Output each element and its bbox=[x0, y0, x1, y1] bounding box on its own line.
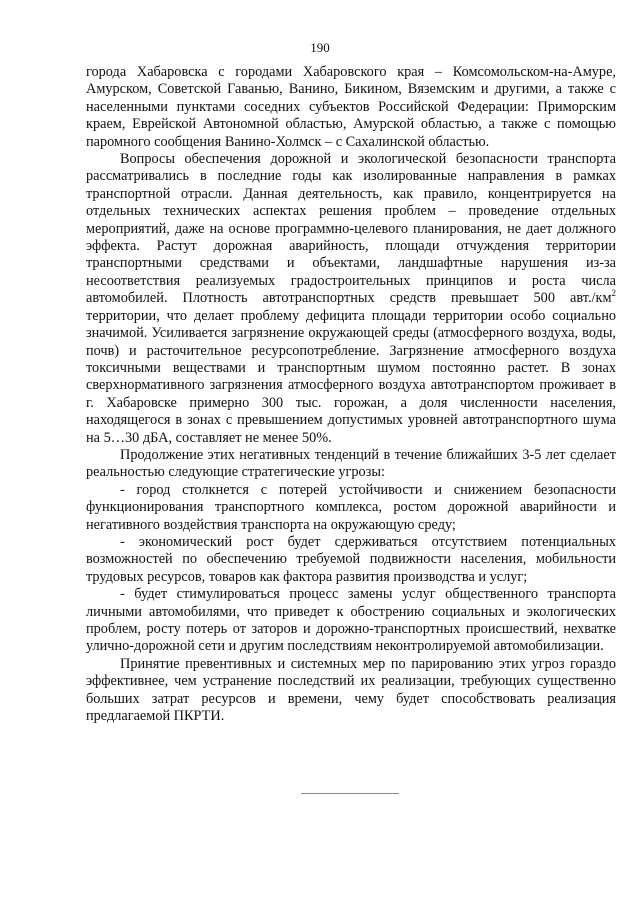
paragraph-conclusion: Принятие превентивных и системных мер по парированию этих угроз гораздо эффективнее, чем устранение последствий их реализации, требующих существенно больших затрат ресурсов и времени, чему будет способствовать реализация предлагаемой ПКРТИ. bbox=[86, 655, 616, 725]
paragraph-safety-issues-text-b: территории, что делает проблему дефицита площади территории особо социально значимой. Усиливается загрязнение окружающей среды (атмосферного воздуха, воды, почв) и расточительное ресурсопотребление. Загрязнение атмосферного воздуха токсичными веществами и транспортным шумом постоянно растет. В зонах сверхнормативного загрязнения атмосферного воздуха автотранспортом проживает в г. Хабаровске примерно 300 тыс. горожан, а доля численности населения, находящегося в зонах с превышением допустимых уровней автотранспортного шума на 5…30 дБА, составляет не менее 50%. bbox=[86, 307, 616, 446]
paragraph-safety-issues bbox=[86, 151, 616, 447]
list-item-threat-3: - будет стимулироваться процесс замены услуг общественного транспорта личными автомобилями, что приведет к обострению социальных и экологических проблем, росту потерь от заторов и дорожно-транспортных происшествий, нехватке улично-дорожной сети и другим последствиям неконтролируемой автомобилизации. bbox=[86, 586, 616, 655]
list-item-threat-2: - экономический рост будет сдерживаться отсутствием потенциальных возможностей по обеспечению требуемой подвижности населения, мобильности трудовых ресурсов, товаров как фактора развития производства и услуг; bbox=[86, 533, 616, 585]
superscript-squared: 2 bbox=[611, 288, 616, 299]
paragraph-safety-issues-text-a: Вопросы обеспечения дорожной и экологической безопасности транспорта рассматривались в последние годы как изолированные направления в рамках транспортной отрасли. Данная деятельность, как правило, концентрируется на отдельных технических аспектах решения проблем – проведение отдельных мероприятий, даже на основе программно-целевого планирования, не дает должного эффекта. Растут дорожная аварийность, площади отчуждения территории транспортными средствами и объектами, ландшафтные нарушения из-за несоответствия реализуемых градостроительных принципов и роста числа автомобилей. Плотность автотранспортных средств превышает 500 авт./км bbox=[86, 151, 616, 307]
footer-divider bbox=[301, 793, 399, 794]
page-body bbox=[86, 64, 616, 725]
paragraph-threats-intro: Продолжение этих негативных тенденций в течение ближайших 3-5 лет сделает реальностью следующие стратегические угрозы: bbox=[86, 446, 616, 481]
page-number: 190 bbox=[310, 40, 330, 55]
continuation-paragraph: города Хабаровска с городами Хабаровского края – Комсомольском-на-Амуре, Амурском, Советской Гаванью, Ванино, Бикином, Вяземским и другими, а также с населенными пунктами соседних субъектов Российской Федерации: Приморским краем, Еврейской Автономной областью, Амурской областью, а также с помощью паромного сообщения Ванино-Холмск – с Сахалинской областью. bbox=[86, 64, 616, 150]
list-item-threat-1: - город столкнется с потерей устойчивости и снижением безопасности функционирования транспортного комплекса, ростом дорожной аварийности и негативного воздействия транспорта на окружающую среду; bbox=[86, 481, 616, 533]
